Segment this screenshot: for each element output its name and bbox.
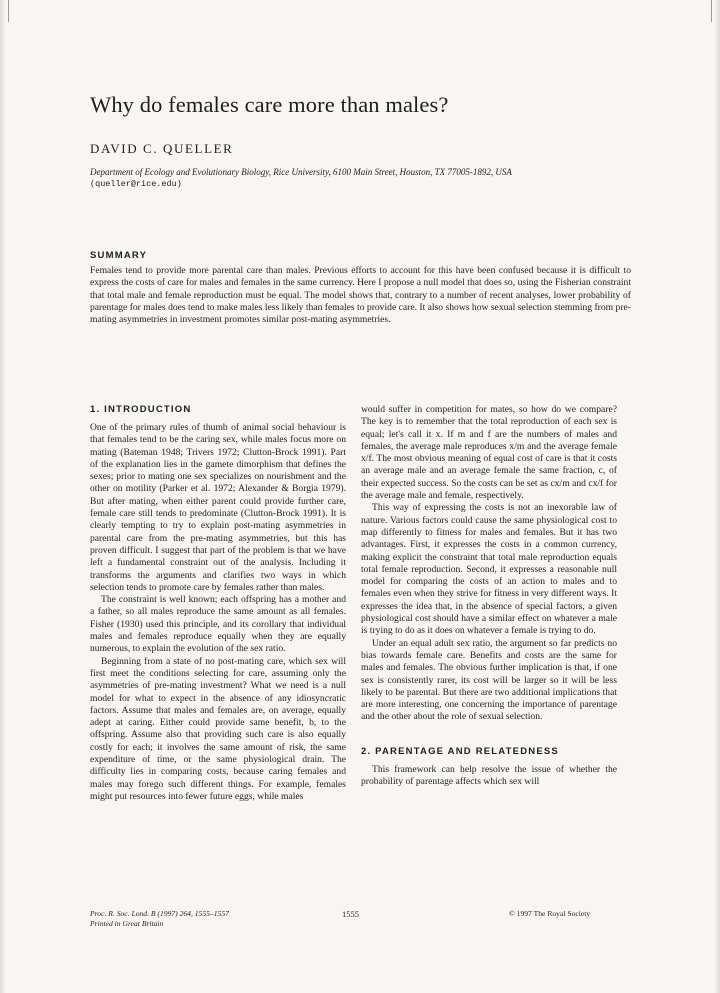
journal-citation-line-1: Proc. R. Soc. Lond. B (1997) 264, 1555–1557 — [90, 909, 229, 918]
right-column — [361, 404, 617, 788]
journal-citation — [90, 909, 229, 929]
intro-paragraph-4: would suffer in competition for mates, so how do we compare? The key is to remember that the total reproduction of each sex is equal; let's call it x. If m and f are the numbers of males and females, the average male reproduces x/m and the average female x/f. The most obvious meaning of equal cost of care is that it costs an average male and an average female the same fraction, c, of their expected success. So the costs can be set as cx/m and cx/f for the average male and female, respectively. — [361, 404, 617, 502]
page-edge-mark-left — [8, 0, 9, 22]
journal-citation-line-2: Printed in Great Britain — [90, 919, 164, 928]
left-column — [90, 404, 346, 803]
author-email[interactable]: (queller@rice.edu) — [90, 179, 182, 189]
page-number: 1555 — [342, 909, 359, 919]
intro-paragraph-2: The constraint is well known; each offspring has a mother and a father, so all males reproduce the same amount as all females. Fisher (1930) used this principle, and its corollary that individual males and females reproduce equally when they are equally numerous, to explain the evolution of the sex ratio. — [90, 594, 346, 655]
parentage-paragraph-1: This framework can help resolve the issue of whether the probability of parentage affects which sex will — [361, 763, 617, 788]
copyright-notice: © 1997 The Royal Society — [509, 909, 591, 918]
introduction-heading: 1. INTRODUCTION — [90, 404, 192, 415]
summary-heading: SUMMARY — [90, 250, 148, 261]
intro-paragraph-5: This way of expressing the costs is not an inexorable law of nature. Various factors could cause the same physiological cost to map differently to fitness for males and females. But it has two advantages. First, it expresses the costs in a common currency, making explicit the constraint that total male reproduction equals total female reproduction. Second, it expresses a reasonable null model for comparing the costs of an action to males and to females even when they strive for fitness in very different ways. It expresses the idea that, in the absence of special factors, a given physiological cost should have a similar effect on whatever a male is trying to do as it does on whatever a female is trying to do. — [361, 502, 617, 637]
author-name: DAVID C. QUELLER — [90, 141, 234, 156]
parentage-heading: 2. PARENTAGE AND RELATEDNESS — [361, 745, 559, 757]
summary-text: Females tend to provide more parental care than males. Previous efforts to account for this have been confused because it is difficult to express the costs of care for males and females in the same currency. Here I propose a null model that does so, using the Fisherian constraint that total male and female reproduction must be equal. The model shows that, contrary to a number of recent analyses, lower probability of parentage for males does tend to make males less likely than females to provide care. It also shows how sexual selection stemming from pre-mating asymmetries in investment promotes similar post-mating asymmetries. — [90, 265, 631, 326]
page-edge-mark-right — [711, 0, 712, 22]
intro-paragraph-3: Beginning from a state of no post-mating care, which sex will first meet the conditions selecting for care, assuming only the asymmetries of pre-mating investment? What we need is a null model for what to expect in the absence of any idiosyncratic factors. Assume that males and females are, on average, equally adept at caring. Either could provide same benefit, b, to the offspring. Assume also that providing such care is also equally costly for each; it involves the same amount of risk, the same expenditure of time, or the same physiological drain. The difficulty lies in comparing costs, because caring females and males may forego such different things. For example, females might put resources into fewer future eggs, while males — [90, 655, 346, 802]
page-edge-shadow-left — [0, 0, 6, 993]
intro-paragraph-6: Under an equal adult sex ratio, the argument so far predicts no bias towards female care. Benefits and costs are the same for males and females. The obvious further implication is that, if one sex is consistently rarer, its cost will be larger so it will be less likely to be parental. But there are two additional implications that are more interesting, one concerning the importance of parentage and the other about the role of sexual selection. — [361, 637, 617, 723]
intro-paragraph-1: One of the primary rules of thumb of animal social behaviour is that females tend to be the caring sex, while males focus more on mating (Bateman 1948; Trivers 1972; Clutton-Brock 1991). Part of the explanation lies in the gamete dimorphism that defines the sexes; prior to mating one sex specializes on nourishment and the other on motility (Parker et al. 1972; Alexander & Borgia 1979). But after mating, when either parent could provide further care, female care still tends to predominate (Clutton-Brock 1991). It is clearly tempting to try to explain post-mating asymmetries in parental care from the pre-mating asymmetries, but this has proven difficult. I suggest that part of the problem is that we have left a fundamental constraint out of the analysis. Including it transforms the arguments and clarifies two ways in which selection tends to promote care by females rather than males. — [90, 422, 346, 593]
author-affiliation: Department of Ecology and Evolutionary Biology, Rice University, 6100 Main Street, Houston, TX 77005-1892, USA — [90, 167, 512, 177]
article-title: Why do females care more than males? — [90, 92, 449, 117]
page-edge-shadow-right — [714, 0, 720, 993]
